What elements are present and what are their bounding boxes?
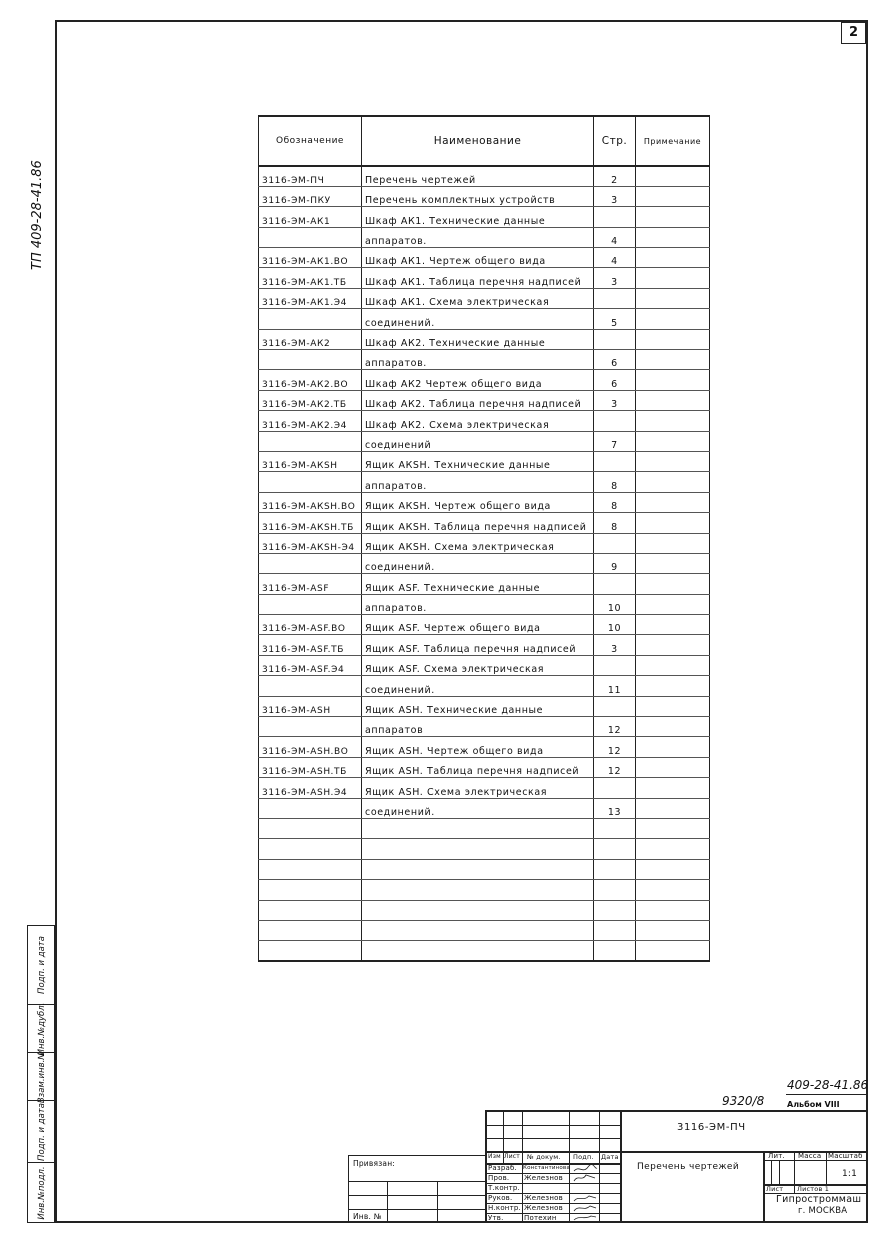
row-name: аппаратов (362, 717, 594, 737)
project-number: 409-28-41.86 (787, 1078, 869, 1092)
row-code: 3116-ЭМ-АКSH (259, 451, 362, 471)
header-page: Стр. (594, 116, 636, 166)
binding-line (349, 1195, 486, 1196)
row-code: 3116-ЭМ-ASH (259, 696, 362, 716)
stamp-col-head: Изм (488, 1153, 501, 1160)
table-row (259, 941, 710, 961)
row-code (259, 880, 362, 900)
row-page: 8 (594, 513, 636, 533)
row-code (259, 350, 362, 370)
table-row (259, 350, 710, 370)
row-code (259, 900, 362, 920)
row-page (594, 533, 636, 553)
row-note (636, 880, 710, 900)
table-row (259, 472, 710, 492)
row-name: аппаратов. (362, 594, 594, 614)
stamp-role: Пров. (488, 1174, 510, 1182)
table-row (259, 615, 710, 635)
row-code (259, 798, 362, 818)
row-code (259, 859, 362, 879)
header-note: Примечание (636, 116, 710, 166)
table-row (259, 329, 710, 349)
row-code: 3116-ЭМ-АК1.Э4 (259, 288, 362, 308)
row-note (636, 227, 710, 247)
row-page (594, 411, 636, 431)
stamp-role: Руков. (488, 1194, 513, 1202)
table-row (259, 798, 710, 818)
stamp-doc-code: 3116-ЭМ-ПЧ (677, 1122, 746, 1133)
inv-label: Инв. № (353, 1212, 382, 1221)
row-code: 3116-ЭМ-АКSH.ТБ (259, 513, 362, 533)
row-page: 4 (594, 227, 636, 247)
table-row (259, 513, 710, 533)
row-code: 3116-ЭМ-ПЧ (259, 166, 362, 186)
stamp-title: Перечень чертежей (637, 1162, 740, 1172)
table-row (259, 431, 710, 451)
table-row (259, 574, 710, 594)
row-note (636, 859, 710, 879)
header-name: Наименование (362, 116, 594, 166)
table-row (259, 492, 710, 512)
row-code: 3116-ЭМ-АК2.ТБ (259, 390, 362, 410)
table-row (259, 737, 710, 757)
sheet-number: 2 (841, 22, 866, 44)
row-note (636, 778, 710, 798)
table-row (259, 676, 710, 696)
title-block (485, 1110, 868, 1223)
row-code: 3116-ЭМ-АК2.Э4 (259, 411, 362, 431)
row-code (259, 594, 362, 614)
row-name: аппаратов. (362, 227, 594, 247)
row-page: 8 (594, 492, 636, 512)
table-header-row (259, 116, 710, 166)
row-code (259, 941, 362, 961)
row-name: Перечень чертежей (362, 166, 594, 186)
row-page: 3 (594, 186, 636, 206)
row-note (636, 492, 710, 512)
row-code: 3116-ЭМ-АК2.ВО (259, 370, 362, 390)
row-page (594, 451, 636, 471)
row-name: Ящик ASH. Схема электрическая (362, 778, 594, 798)
row-name: Ящик АКSH. Схема электрическая (362, 533, 594, 553)
signatures (571, 1162, 599, 1222)
binding-line (349, 1181, 486, 1182)
row-name: Ящик ASH. Чертеж общего вида (362, 737, 594, 757)
row-page: 6 (594, 370, 636, 390)
stamp-right-head: Лит. (768, 1152, 785, 1160)
row-code (259, 472, 362, 492)
sidebar-cell: Подп. и дата (28, 1100, 54, 1162)
table-row (259, 900, 710, 920)
row-note (636, 839, 710, 859)
sidebar-cell: Инв.№подл. (28, 1162, 54, 1222)
row-code: 3116-ЭМ-ASF.ВО (259, 615, 362, 635)
row-page: 5 (594, 309, 636, 329)
table-row (259, 839, 710, 859)
row-name (362, 900, 594, 920)
table-row (259, 309, 710, 329)
row-name: Шкаф АК1. Технические данные (362, 207, 594, 227)
row-name: соединений (362, 431, 594, 451)
row-note (636, 941, 710, 961)
stamp-role: Утв. (488, 1214, 504, 1222)
row-page: 12 (594, 717, 636, 737)
row-page (594, 329, 636, 349)
row-name: Ящик ASF. Таблица перечня надписей (362, 635, 594, 655)
row-name: Шкаф АК2. Таблица перечня надписей (362, 390, 594, 410)
row-note (636, 166, 710, 186)
row-name: Шкаф АК1. Чертеж общего вида (362, 248, 594, 268)
row-name: Шкаф АК1. Таблица перечня надписей (362, 268, 594, 288)
table-row (259, 186, 710, 206)
row-code (259, 309, 362, 329)
row-note (636, 411, 710, 431)
row-code (259, 819, 362, 839)
table-row (259, 227, 710, 247)
stamp-line (794, 1151, 795, 1184)
drawings-list-table (258, 115, 710, 962)
row-code: 3116-ЭМ-ASF (259, 574, 362, 594)
row-code: 3116-ЭМ-ASH.ТБ (259, 757, 362, 777)
table-row (259, 717, 710, 737)
row-note (636, 268, 710, 288)
row-note (636, 900, 710, 920)
row-code (259, 717, 362, 737)
row-code: 3116-ЭМ-ASH.ВО (259, 737, 362, 757)
row-note (636, 655, 710, 675)
row-name: Ящик ASF. Чертеж общего вида (362, 615, 594, 635)
row-name: соединений. (362, 553, 594, 573)
row-note (636, 920, 710, 940)
row-name: Шкаф АК2 Чертеж общего вида (362, 370, 594, 390)
row-note (636, 696, 710, 716)
stamp-col-head: Лист (504, 1153, 521, 1160)
row-code: 3116-ЭМ-АКSH-Э4 (259, 533, 362, 553)
table-row (259, 370, 710, 390)
row-code: 3116-ЭМ-АК1.ТБ (259, 268, 362, 288)
row-note (636, 819, 710, 839)
row-code (259, 227, 362, 247)
table-row (259, 778, 710, 798)
project-underline (786, 1094, 866, 1095)
stamp-person: Потехин (524, 1214, 557, 1222)
row-name: соединений. (362, 309, 594, 329)
row-code: 3116-ЭМ-АК1.ВО (259, 248, 362, 268)
row-page (594, 696, 636, 716)
row-name: Ящик ASH. Таблица перечня надписей (362, 757, 594, 777)
table-row (259, 819, 710, 839)
row-page (594, 941, 636, 961)
approval-sidebar (27, 925, 55, 1223)
binding-block (348, 1155, 485, 1223)
stamp-role: Разраб. (488, 1164, 517, 1172)
stamp-role: Т.контр. (488, 1184, 520, 1192)
row-name: Перечень комплектных устройств (362, 186, 594, 206)
table-row (259, 859, 710, 879)
stamp-sheet: Лист (766, 1185, 784, 1193)
row-page (594, 778, 636, 798)
row-name: Шкаф АК1. Схема электрическая (362, 288, 594, 308)
sidebar-cell: Инв.№дубл. (28, 1004, 54, 1052)
row-page (594, 859, 636, 879)
row-code: 3116-ЭМ-ПКУ (259, 186, 362, 206)
row-note (636, 574, 710, 594)
album-label: Альбом VIII (787, 1100, 840, 1109)
table-row (259, 288, 710, 308)
row-note (636, 370, 710, 390)
row-note (636, 431, 710, 451)
row-page (594, 819, 636, 839)
stamp-sheets: Листов 1 (797, 1185, 830, 1193)
table-row (259, 248, 710, 268)
row-note (636, 390, 710, 410)
row-page: 2 (594, 166, 636, 186)
side-project-code: ТП 409-28-41.86 (30, 160, 45, 270)
row-note (636, 350, 710, 370)
row-page: 8 (594, 472, 636, 492)
stamp-person: Константинова (523, 1165, 571, 1171)
row-name: Шкаф АК2. Технические данные (362, 329, 594, 349)
stamp-line (763, 1151, 765, 1223)
row-page: 10 (594, 594, 636, 614)
stamp-line (620, 1112, 622, 1223)
row-page (594, 839, 636, 859)
table-row (259, 757, 710, 777)
row-page: 7 (594, 431, 636, 451)
archive-number: 9320/8 (722, 1094, 765, 1108)
table-row (259, 696, 710, 716)
row-name: Ящик АКSH. Технические данные (362, 451, 594, 471)
row-code: 3116-ЭМ-АК2 (259, 329, 362, 349)
row-page: 3 (594, 635, 636, 655)
table-row (259, 207, 710, 227)
row-page (594, 288, 636, 308)
sidebar-cell: Взам.инв.№ (28, 1052, 54, 1100)
stamp-person: Железнов (524, 1174, 563, 1182)
row-page: 9 (594, 553, 636, 573)
stamp-person: Железнов (524, 1204, 563, 1212)
stamp-city: г. МОСКВА (798, 1206, 848, 1216)
row-note (636, 207, 710, 227)
row-note (636, 717, 710, 737)
row-note (636, 309, 710, 329)
row-code (259, 431, 362, 451)
table-row (259, 268, 710, 288)
row-note (636, 186, 710, 206)
row-page: 6 (594, 350, 636, 370)
row-note (636, 615, 710, 635)
row-name: Ящик АКSH. Таблица перечня надписей (362, 513, 594, 533)
row-note (636, 635, 710, 655)
table-row (259, 635, 710, 655)
row-name: аппаратов. (362, 350, 594, 370)
row-page: 12 (594, 757, 636, 777)
row-code (259, 553, 362, 573)
table-row (259, 533, 710, 553)
row-page (594, 574, 636, 594)
table-row (259, 594, 710, 614)
row-page (594, 207, 636, 227)
stamp-right-head: Масштаб (828, 1152, 863, 1160)
stamp-right-head: Масса (798, 1152, 822, 1160)
table-row (259, 920, 710, 940)
sidebar-cell: Подп. и дата (37, 936, 47, 994)
row-note (636, 533, 710, 553)
row-name: Ящик АКSH. Чертеж общего вида (362, 492, 594, 512)
row-name (362, 920, 594, 940)
row-code (259, 676, 362, 696)
row-note (636, 451, 710, 471)
header-code: Обозначение (259, 116, 362, 166)
stamp-col-head: № докум. (527, 1153, 561, 1161)
row-page: 12 (594, 737, 636, 757)
table-row (259, 655, 710, 675)
row-name: Шкаф АК2. Схема электрическая (362, 411, 594, 431)
stamp-org: Гипростроммаш (776, 1194, 862, 1205)
row-page (594, 880, 636, 900)
stamp-line (779, 1160, 780, 1184)
stamp-line (599, 1112, 600, 1223)
row-page (594, 920, 636, 940)
table-row (259, 880, 710, 900)
row-code (259, 920, 362, 940)
row-page: 11 (594, 676, 636, 696)
row-code: 3116-ЭМ-ASH.Э4 (259, 778, 362, 798)
row-page: 13 (594, 798, 636, 818)
row-note (636, 594, 710, 614)
table-row (259, 390, 710, 410)
stamp-line (794, 1184, 795, 1193)
binding-line (437, 1181, 438, 1223)
stamp-col-head: Дата (601, 1153, 619, 1161)
stamp-line (826, 1151, 827, 1184)
row-page (594, 655, 636, 675)
row-note (636, 472, 710, 492)
stamp-line (487, 1125, 620, 1126)
row-note (636, 737, 710, 757)
row-page: 4 (594, 248, 636, 268)
row-name: аппаратов. (362, 472, 594, 492)
row-name: Ящик ASF. Технические данные (362, 574, 594, 594)
row-page: 10 (594, 615, 636, 635)
row-page (594, 900, 636, 920)
stamp-line (487, 1138, 620, 1139)
row-note (636, 676, 710, 696)
table-row (259, 451, 710, 471)
row-name: Ящик ASH. Технические данные (362, 696, 594, 716)
row-note (636, 329, 710, 349)
row-code: 3116-ЭМ-АК1 (259, 207, 362, 227)
row-name (362, 839, 594, 859)
row-code (259, 839, 362, 859)
row-name: соединений. (362, 798, 594, 818)
row-name (362, 880, 594, 900)
table-row (259, 166, 710, 186)
row-code: 3116-ЭМ-ASF.ТБ (259, 635, 362, 655)
table-row (259, 553, 710, 573)
stamp-scale: 1:1 (842, 1169, 858, 1179)
row-name (362, 941, 594, 961)
row-name: Ящик ASF. Схема электрическая (362, 655, 594, 675)
row-note (636, 798, 710, 818)
binding-line (349, 1209, 486, 1210)
row-note (636, 513, 710, 533)
table-row (259, 411, 710, 431)
row-code: 3116-ЭМ-ASF.Э4 (259, 655, 362, 675)
row-code: 3116-ЭМ-АКSH.ВО (259, 492, 362, 512)
stamp-line (771, 1160, 772, 1184)
row-name: соединений. (362, 676, 594, 696)
stamp-col-head: Подп. (573, 1153, 594, 1161)
row-page: 3 (594, 390, 636, 410)
binding-line (387, 1181, 388, 1223)
row-name (362, 859, 594, 879)
row-note (636, 553, 710, 573)
stamp-person: Железнов (524, 1194, 563, 1202)
row-note (636, 248, 710, 268)
row-page: 3 (594, 268, 636, 288)
binding-label: Привязан: (353, 1159, 396, 1168)
row-note (636, 757, 710, 777)
stamp-role: Н.контр. (488, 1204, 521, 1212)
row-note (636, 288, 710, 308)
row-name (362, 819, 594, 839)
